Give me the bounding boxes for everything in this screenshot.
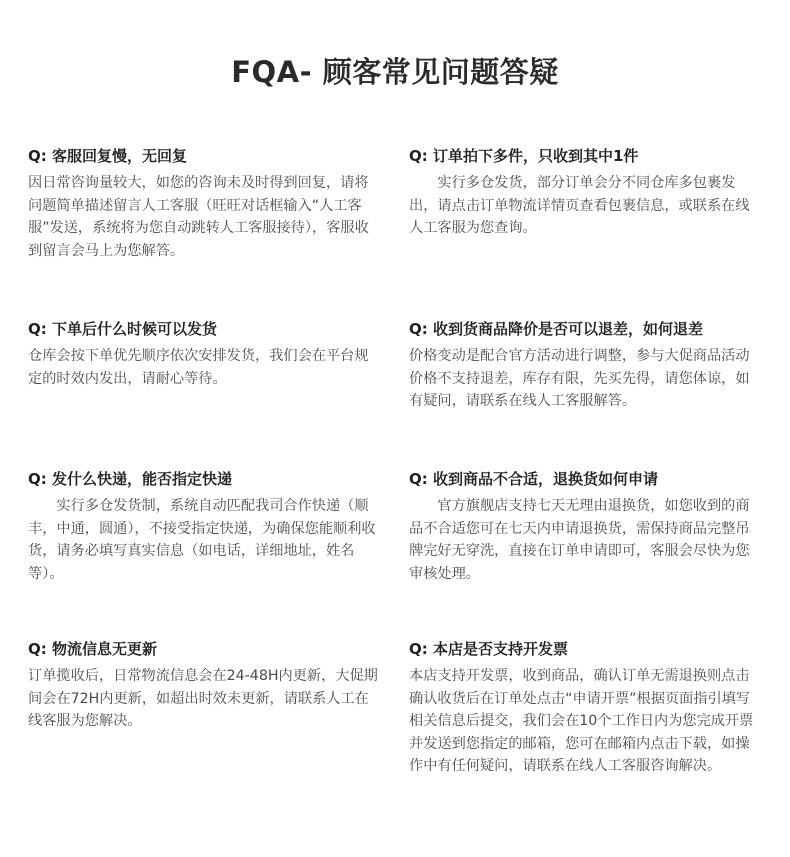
faq-item-returns xyxy=(409,469,761,585)
faq-question: Q: 发什么快递，能否指定快递 xyxy=(28,470,232,488)
faq-answer: 仓库会按下单优先顺序依次安排发货，我们会在平台规定的时效内发出，请耐心等待。 xyxy=(28,348,369,387)
faq-item-invoice xyxy=(409,639,761,778)
faq-answer: 本店支持开发票，收到商品，确认订单无需退换则点击确认收货后在订单处点击“申请开票”根据页面指引填写相关信息后提交，我们会在10个工作日内为您完成开票并发送到您指定的邮箱，您可在邮箱内点击下载，如操作中有任何疑问，请联系在线人工客服咨询解决。 xyxy=(409,668,754,774)
faq-item-shipping-time xyxy=(28,319,380,390)
faq-question: Q: 收到货商品降价是否可以退差，如何退差 xyxy=(409,320,703,338)
faq-item-logistics xyxy=(28,639,380,733)
faq-answer: 官方旗舰店支持七天无理由退换货，如您收到的商品不合适您可在七天内申请退换货，需保持商品完整吊牌完好无穿洗，直接在订单申请即可，客服会尽快为您审核处理。 xyxy=(409,498,750,582)
faq-question: Q: 收到商品不合适，退换货如何申请 xyxy=(409,470,658,488)
faq-item-courier xyxy=(28,469,380,585)
faq-answer: 实行多仓发货，部分订单会分不同仓库多包裹发出，请点击订单物流详情页查看包裹信息，或联系在线人工客服为您查询。 xyxy=(409,175,750,236)
page-title: FQA- 顾客常见问题答疑 xyxy=(231,55,559,89)
faq-question: Q: 本店是否支持开发票 xyxy=(409,640,568,658)
faq-answer: 因日常咨询量较大，如您的咨询未及时得到回复，请将问题简单描述留言人工客服（旺旺对话框输入“人工客服”发送，系统将为您自动跳转人工客服接待），客服收到留言会马上为您解答。 xyxy=(28,175,369,259)
faq-answer: 价格变动是配合官方活动进行调整，参与大促商品活动价格不支持退差，库存有限，先买先得，请您体谅，如有疑问，请联系在线人工客服解答。 xyxy=(409,348,750,409)
faq-answer: 订单揽收后，日常物流信息会在24-48H内更新，大促期间会在72H内更新，如超出时效未更新，请联系人工在线客服为您解决。 xyxy=(28,668,378,729)
faq-answer: 实行多仓发货制，系统自动匹配我司合作快递（顺丰，中通，圆通），不接受指定快递，为确保您能顺利收货，请务必填写真实信息（如电话，详细地址，姓名等）。 xyxy=(28,498,376,582)
faq-question: Q: 物流信息无更新 xyxy=(28,640,157,658)
faq-item-price-refund xyxy=(409,319,761,413)
faq-item-customer-service xyxy=(28,146,380,262)
faq-question: Q: 下单后什么时候可以发货 xyxy=(28,320,217,338)
faq-question: Q: 订单拍下多件，只收到其中1件 xyxy=(409,147,639,165)
faq-question: Q: 客服回复慢，无回复 xyxy=(28,147,187,165)
faq-item-partial-delivery xyxy=(409,146,761,240)
